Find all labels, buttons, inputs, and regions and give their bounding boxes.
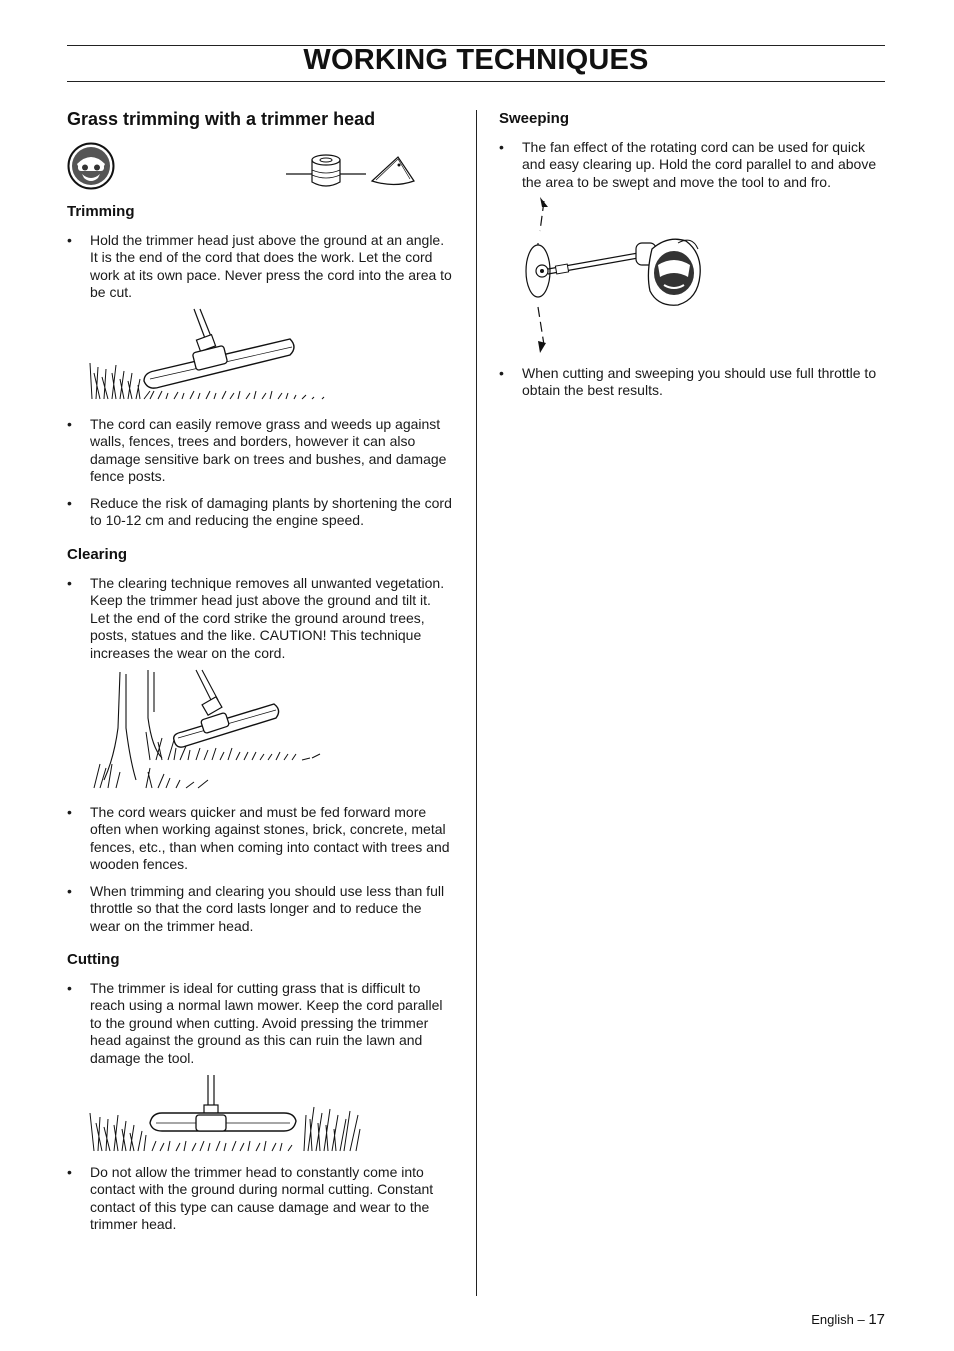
list-item (67, 575, 453, 663)
sweeping-heading: Sweeping (499, 110, 570, 127)
bullet-dot: • (67, 804, 72, 820)
list-item-text: The clearing technique removes all unwanted vegetation. Keep the trimmer head just above the ground and tilt it. Let the end of the cord strike the ground around trees, posts, statues and the like. CAUTION! This technique increases the wear on the cord. (90, 575, 445, 661)
list-item-text: When cutting and sweeping you should use full throttle to obtain the best results. (522, 365, 877, 399)
title-underline (67, 81, 885, 82)
cutting-illustration (88, 1073, 363, 1153)
footer-language: English (811, 1312, 854, 1327)
list-item-text: The cord can easily remove grass and weeds up against walls, fences, trees and borders, however it can also damage sensitive bark on trees and bushes, and damage fence posts. (90, 416, 447, 485)
list-item (67, 1164, 453, 1234)
sweeping-illustration (518, 195, 713, 357)
cutting-heading: Cutting (67, 951, 120, 968)
list-item (499, 139, 885, 193)
bullet-dot: • (67, 883, 72, 899)
column-divider (476, 110, 477, 1296)
trimming-illustration (88, 307, 333, 403)
list-item-text: Do not allow the trimmer head to constantly come into contact with the ground during normal cutting. Constant contact of this type can cause damage and wear to the trimmer head. (90, 1164, 434, 1233)
bullet-dot: • (67, 232, 72, 248)
trimming-heading: Trimming (67, 203, 135, 220)
footer-separator: – (857, 1312, 865, 1327)
list-item-text: The trimmer is ideal for cutting grass that is difficult to reach using a normal lawn mower. Keep the cord parallel to the ground when cutting. Avoid pressing the trimmer head against the ground as this can ruin the lawn and damage the tool. (90, 980, 443, 1066)
list-item-text: When trimming and clearing you should use less than full throttle so that the cord lasts longer and to reduce the wear on the trimmer head. (90, 883, 445, 934)
list-item (67, 416, 453, 486)
list-item (67, 495, 453, 531)
page-number: 17 (868, 1311, 885, 1328)
list-item-text: The cord wears quicker and must be fed forward more often when working against stones, brick, concrete, metal fences, etc., than when coming into contact with trees and wooden fences. (90, 804, 450, 873)
clearing-illustration (90, 668, 325, 792)
list-item (67, 232, 453, 302)
list-item-text: The fan effect of the rotating cord can be used for quick and easy clearing up. Hold the cord parallel to and above the area to be swept and move the tool to and fro. (522, 139, 877, 190)
bullet-dot: • (499, 139, 504, 155)
trimmer-head-icon (284, 152, 368, 192)
grass-guard-icon (370, 155, 416, 189)
bullet-dot: • (67, 575, 72, 591)
list-item (67, 883, 453, 937)
bullet-dot: • (67, 416, 72, 432)
list-item (67, 980, 453, 1068)
list-item-text: Hold the trimmer head just above the ground at an angle. It is the end of the cord that does the work. Let the cord work at its own pace. Never press the cord into the area to be cut. (90, 232, 452, 301)
protective-equipment-icon (67, 142, 115, 190)
list-item (499, 365, 885, 401)
section-title: Grass trimming with a trimmer head (67, 109, 376, 129)
bullet-dot: • (67, 495, 72, 511)
list-item-text: Reduce the risk of damaging plants by shortening the cord to 10-12 cm and reducing the engine speed. (90, 495, 452, 529)
page-footer (811, 1311, 885, 1328)
page-title: WORKING TECHNIQUES (303, 44, 649, 76)
bullet-dot: • (499, 365, 504, 381)
list-item (67, 804, 453, 874)
bullet-dot: • (67, 980, 72, 996)
clearing-heading: Clearing (67, 546, 128, 563)
bullet-dot: • (67, 1164, 72, 1180)
